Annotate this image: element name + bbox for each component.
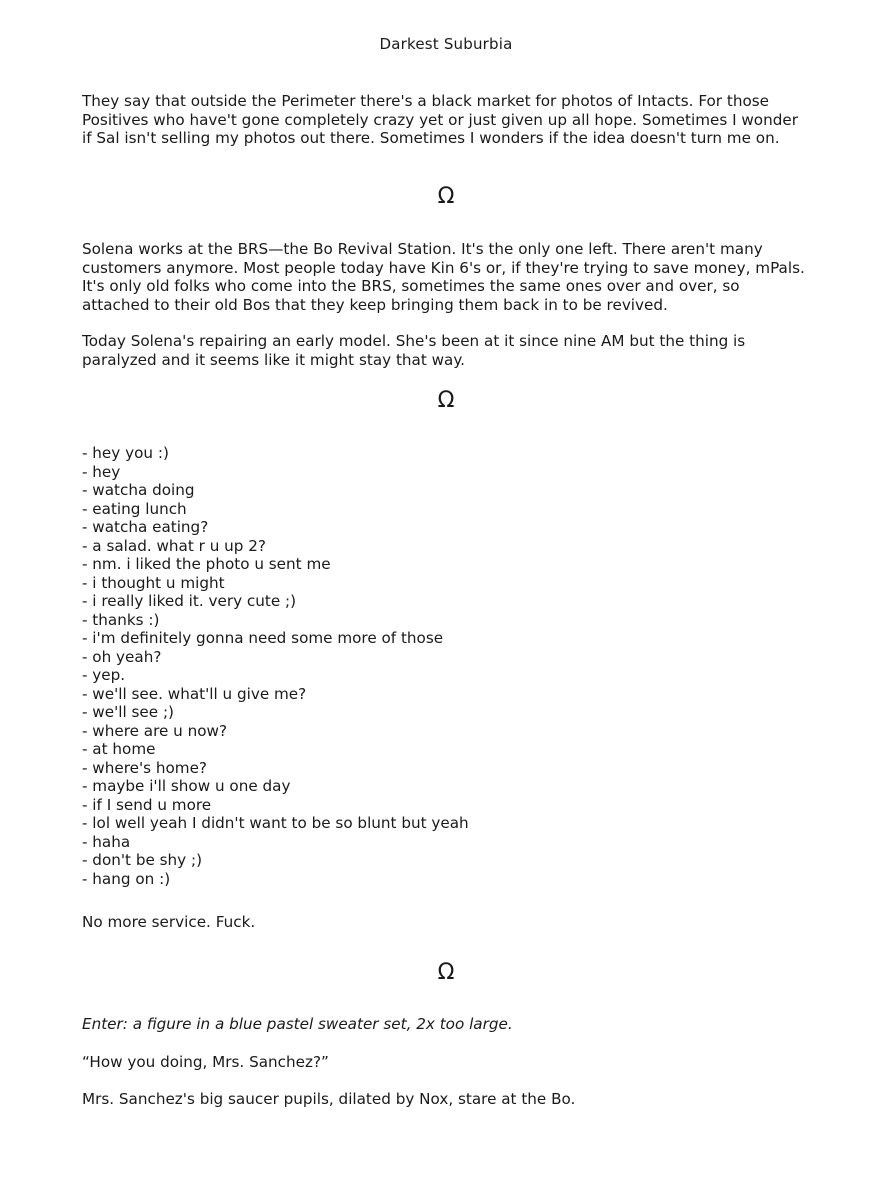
chat-line: - yep. xyxy=(82,666,126,684)
chat-line: - maybe i'll show u one day xyxy=(82,777,291,795)
chat-line: - if I send u more xyxy=(82,795,212,814)
chat-line: - where are u now? xyxy=(82,721,228,740)
omega-section-separator: Ω xyxy=(437,388,455,413)
chat-line: - we'll see ;) xyxy=(82,703,174,721)
chat-line: - eating lunch xyxy=(82,499,187,518)
chat-line: - don't be shy ;) xyxy=(82,851,203,869)
paragraph-black-market: They say that outside the Perimeter there's a black market for photos of Intacts. For those Positives who have't gone completely crazy yet or just given up all hope. Sometimes I wonder if Sal isn't selling my photos out there. Sometimes I wonders if the idea doesn't turn me on. xyxy=(82,92,798,147)
chat-line: - lol well yeah I didn't want to be so blunt but yeah xyxy=(82,814,469,832)
paragraph-repairing: Today Solena's repairing an early model. She's been at it since nine AM but the thing is paralyzed and it seems like it might stay that way. xyxy=(82,332,746,369)
chat-line: - thanks :) xyxy=(82,610,160,629)
chat-line: - at home xyxy=(82,740,156,758)
chat-line: - i really liked it. very cute ;) xyxy=(82,592,297,610)
chat-line: - watcha doing xyxy=(82,481,195,499)
chat-line: - we'll see. what'll u give me? xyxy=(82,684,307,703)
omega-section-separator: Ω xyxy=(437,184,455,209)
chat-line: - where's home? xyxy=(82,758,207,777)
chat-line: - haha xyxy=(82,832,131,851)
running-header-title: Darkest Suburbia xyxy=(379,35,513,53)
dialogue-line: “How you doing, Mrs. Sanchez?” xyxy=(82,1053,329,1071)
chat-line: - hang on :) xyxy=(82,869,171,888)
chat-line: - oh yeah? xyxy=(82,647,162,666)
chat-line: - hey xyxy=(82,462,121,481)
chat-line: - nm. i liked the photo u sent me xyxy=(82,555,331,573)
chat-transcript xyxy=(82,444,810,888)
paragraph-brs: Solena works at the BRS—the Bo Revival Station. It's the only one left. There aren't many customers anymore. Most people today have Kin 6's or, if they're trying to save money, mPals. It's only old folks who come into the BRS, sometimes the same ones over and over, so attached to their old Bos that they keep bringing them back in to be revived. xyxy=(82,240,805,314)
paragraph-no-service: No more service. Fuck. xyxy=(82,913,256,931)
omega-section-separator: Ω xyxy=(437,960,455,985)
chat-line: - a salad. what r u up 2? xyxy=(82,536,266,555)
stage-direction-enter: Enter: a figure in a blue pastel sweater set, 2x too large. xyxy=(82,1015,513,1033)
chat-line: - watcha eating? xyxy=(82,518,209,536)
chat-line: - hey you :) xyxy=(82,444,169,462)
chat-line: - i'm definitely gonna need some more of those xyxy=(82,629,444,647)
paragraph-mrs-sanchez: Mrs. Sanchez's big saucer pupils, dilated by Nox, stare at the Bo. xyxy=(82,1090,576,1108)
chat-line: - i thought u might xyxy=(82,573,225,592)
